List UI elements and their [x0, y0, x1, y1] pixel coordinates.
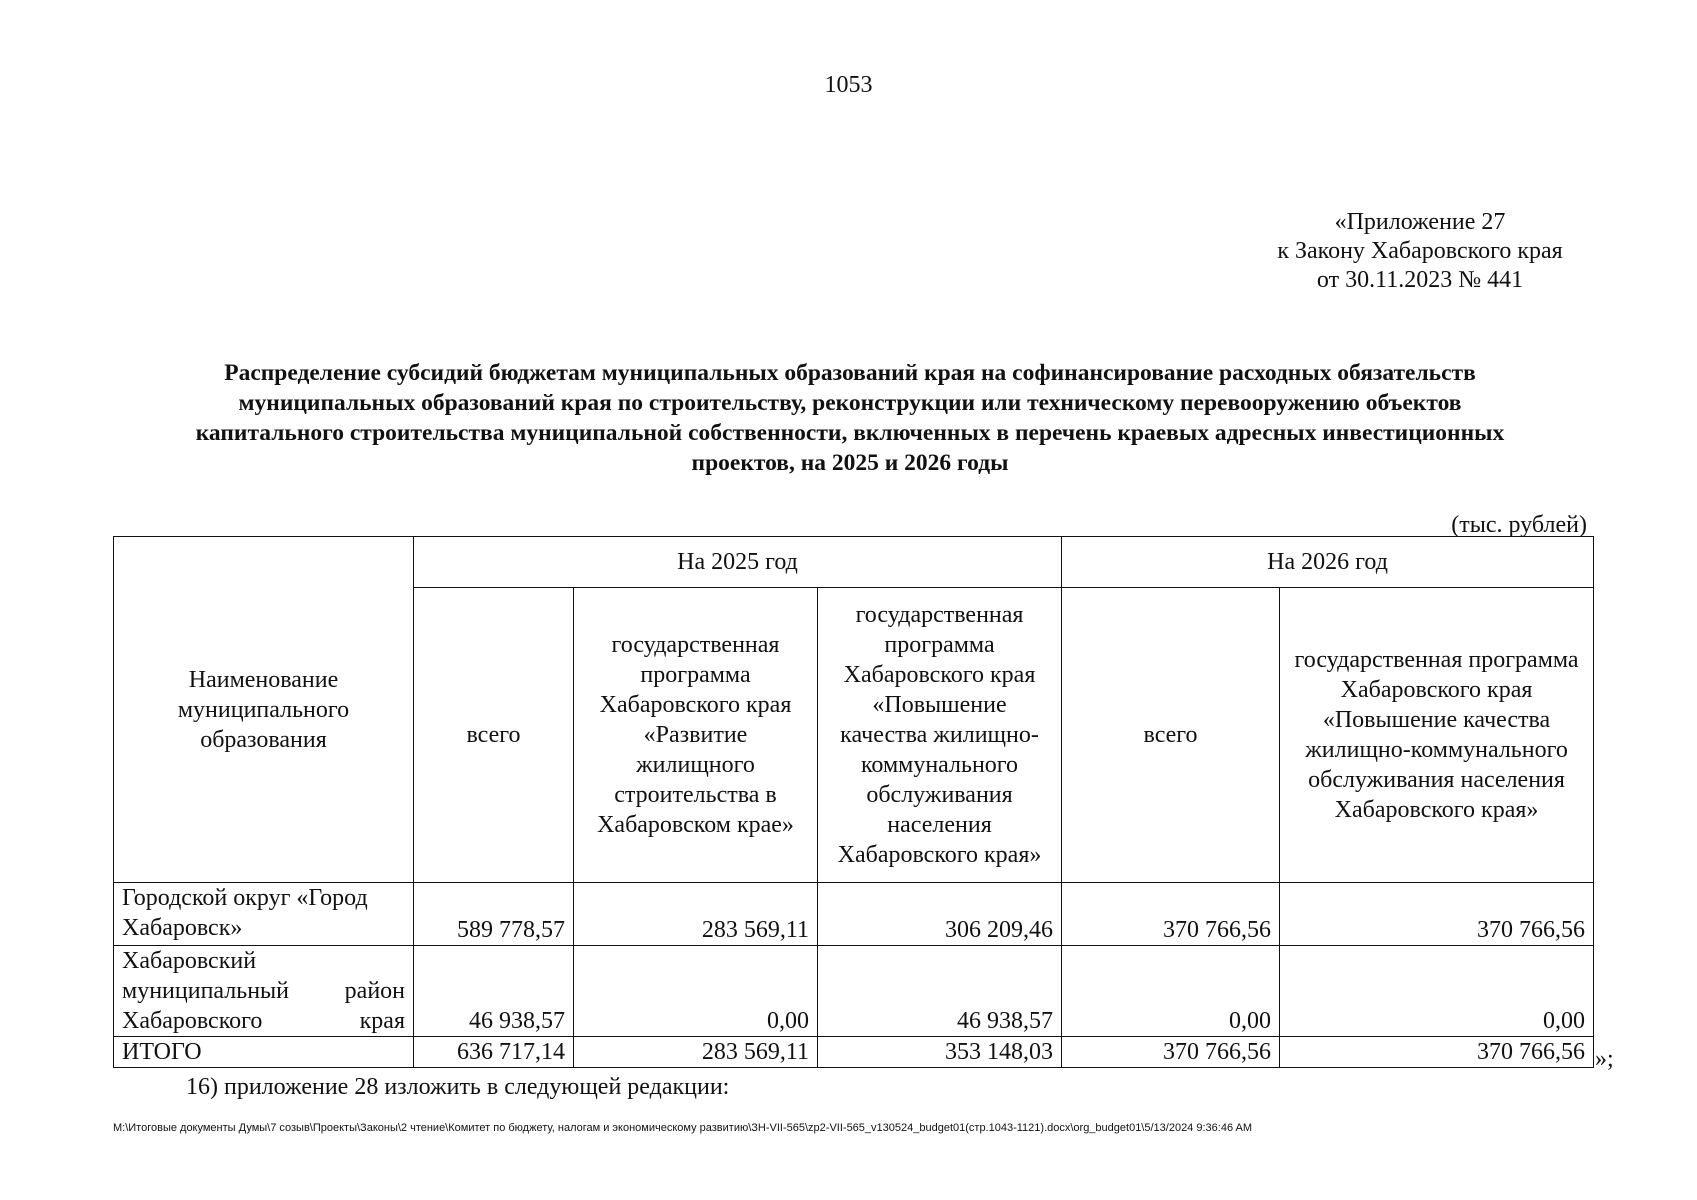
cell-utilities-2026: 370 766,56 — [1280, 883, 1594, 946]
appendix-line-2: к Закону Хабаровского края — [1277, 238, 1563, 264]
title-line-1: Распределение субсидий бюджетам муниципальных образований края на софинансирование расходных обязательств — [224, 360, 1476, 386]
cell-utilities-2025: 46 938,57 — [818, 946, 1062, 1037]
cell-total-2025: 589 778,57 — [414, 883, 574, 946]
header-municipality-name: Наименование муниципального образования — [114, 537, 414, 883]
table-header-years — [114, 537, 1594, 588]
cell-utilities-2026: 0,00 — [1280, 946, 1594, 1037]
row-municipality-name: Хабаровский муниципальный район Хабаровского края — [114, 946, 414, 1037]
total-label: ИТОГО — [114, 1037, 414, 1068]
total-cell-utilities-2025: 353 148,03 — [818, 1037, 1062, 1068]
total-cell-total-2026: 370 766,56 — [1062, 1037, 1280, 1068]
header-total-2026: всего — [1062, 588, 1280, 883]
cell-utilities-2025: 306 209,46 — [818, 883, 1062, 946]
header-utilities-program-2025: государственная программа Хабаровского края «Повышение качества жилищно-коммунального обслуживания населения Хабаровского края» — [818, 588, 1062, 883]
cell-total-2026: 370 766,56 — [1062, 883, 1280, 946]
header-year-2026: На 2026 год — [1062, 537, 1594, 588]
header-housing-program-2025: государственная программа Хабаровского края «Развитие жилищного строительства в Хабаровском крае» — [574, 588, 818, 883]
table-row — [114, 883, 1594, 946]
cell-total-2025: 46 938,57 — [414, 946, 574, 1037]
subsidy-table — [113, 536, 1594, 1068]
next-amendment-item: 16) приложение 28 изложить в следующей редакции: — [186, 1074, 730, 1100]
cell-housing-2025: 283 569,11 — [574, 883, 818, 946]
units-label: (тыс. рублей) — [1451, 512, 1587, 538]
header-year-2025: На 2025 год — [414, 537, 1062, 588]
total-cell-total-2025: 636 717,14 — [414, 1037, 574, 1068]
cell-housing-2025: 0,00 — [574, 946, 818, 1037]
appendix-line-3: от 30.11.2023 № 441 — [1316, 267, 1524, 293]
closing-quote: »; — [1595, 1046, 1614, 1072]
header-total-2025: всего — [414, 588, 574, 883]
appendix-line-1: «Приложение 27 — [1334, 209, 1506, 235]
cell-total-2026: 0,00 — [1062, 946, 1280, 1037]
page-number: 1053 — [824, 72, 873, 98]
total-cell-utilities-2026: 370 766,56 — [1280, 1037, 1594, 1068]
total-cell-housing-2025: 283 569,11 — [574, 1037, 818, 1068]
row-municipality-name: Городской округ «Город Хабаровск» — [114, 883, 414, 946]
title-line-4: проектов, на 2025 и 2026 годы — [691, 450, 1009, 476]
appendix-reference — [1240, 208, 1600, 295]
table-total-row — [114, 1037, 1594, 1068]
title-line-3: капитального строительства муниципальной собственности, включенных в перечень краевых адресных инвестиционных — [195, 420, 1505, 446]
document-title — [110, 358, 1590, 478]
title-line-2: муниципальных образований края по строительству, реконструкции или техническому перевооружению объектов — [238, 390, 1462, 416]
header-utilities-program-2026: государственная программа Хабаровского края «Повышение качества жилищно-коммунального обслуживания населения Хабаровского края» — [1280, 588, 1594, 883]
footer-file-path: M:\Итоговые документы Думы\7 созыв\Проекты\Законы\2 чтение\Комитет по бюджету, налогам и экономическому развитию\ЗН-VII-565\zp2-VII-565_v130524_budget01(стр.1043-1121).docx\org_budget01\5/13/2024 9:36:46 AM — [113, 1122, 1253, 1134]
table-row — [114, 946, 1594, 1037]
